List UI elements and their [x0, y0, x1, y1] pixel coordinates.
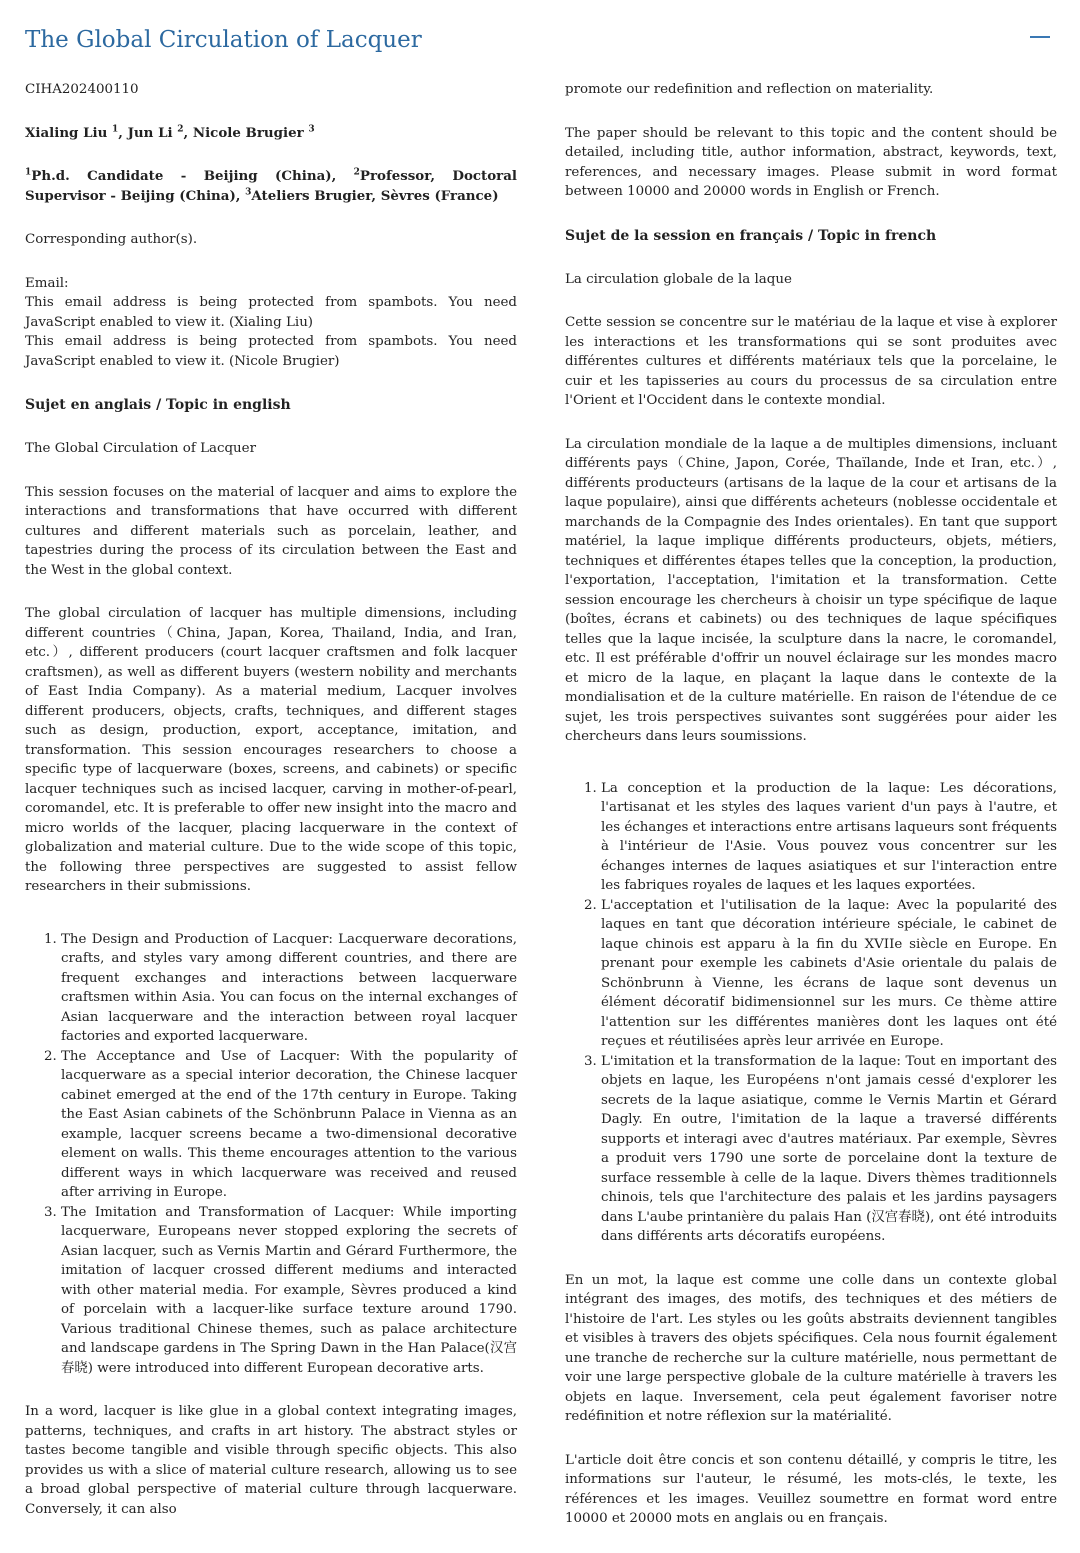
affiliations: $^1$Ph.d. Candidate - Beijing (China), $^2$Professor, Doctoral Supervisor - Beijing (China), $^3$Ateliers Brugier, Sèvres (France) — [25, 167, 517, 204]
list-item: 3. L'imitation et la transformation de la laque: Tout en important des objets en laque, les Européens n'ont jamais cessé d'explorer les secrets de la laque asiatique, comme le Vernis Martin et Gérard Dagly. En outre, l'imitation de la laque a traversé différents supports et interagi avec d'autres matériaux. Par exemple, Sèvres a produit vers 1790 une sorte de porcelaine dont la texture de surface ressemble à celle de la laque. Divers thèmes traditionnels chinois, tels que l'architecture des palais et les jardins paysagers dans L'aube printanière du palais Han (汉宫春晓), ont été introduits dans différents arts décoratifs européens. — [601, 1052, 1057, 1247]
topic-heading-english: Sujet en anglais / Topic in english — [25, 397, 291, 413]
corresponding-label: Corresponding author(s). — [25, 232, 198, 247]
paragraph: La circulation mondiale de la laque a de multiples dimensions, incluant différents pays（Chine, Japon, Corée, Thaïlande, Inde et Iran, etc.）, différents producteurs (artisans de la laque de la cour et artisans de la laque populaire), ainsi que différents acheteurs (noblesse occidentale et marchands de la Compagnie des Indes orientales). En tant que support matériel, la laque implique différents producteurs, objets, métiers, techniques et différentes étapes telles que la conception, la production, l'exportation, l'acceptation, l'imitation et la transformation. Cette session encourage les chercheurs à choisir un type spécifique de laque (boîtes, écrans et cabinets) ou des techniques de laque spécifiques telles que la laque incisée, la sculpture dans la nacre, le coromandel, etc. Il est préférable d'offrir un nouvel éclairage sur les mondes macro et micro de la laque, en plaçant la laque dans le contexte de la mondialisation et de la culture matérielle. En raison de l'étendue de ce sujet, les trois perspectives suivantes sont suggérées pour aider les chercheurs dans leurs soumissions. — [565, 436, 1057, 744]
list-item: 2. L'acceptation et l'utilisation de la laque: Avec la popularité des laques en tant que décoration intérieure spéciale, le cabinet de laque chinois est apparu à la fin du XVIIe siècle en Europe. En prenant pour exemple les cabinets d'Asie orientale du palais de Schönbrunn à Vienne, les écrans de laque sont devenus un élément décoratif bidimensionnel sur les murs. Ce thème attire l'attention sur les différentes manières dont les laques ont été reçues et réutilisées après leur arrivée en Europe. — [601, 896, 1057, 1052]
page-title: The Global Circulation of Lacquer — [25, 27, 422, 53]
email-notice: This email address is being protected from spambots. You need JavaScript enabled to view it. (Xialing Liu) — [25, 295, 517, 330]
email-label: Email: — [25, 275, 69, 291]
list-item: 3. The Imitation and Transformation of Lacquer: While importing lacquerware, Europeans never stopped exploring the secrets of Asian lacquer, such as Vernis Martin and Gérard Furthermore, the imitation of lacquer crossed different mediums and interacted with other material media. For example, Sèvres produced a kind of porcelain with a lacquer-like surface texture around 1790. Various traditional Chinese themes, such as palace architecture and landscape gardens in The Spring Dawn in the Han Palace(汉宫春晓) were introduced into different European decorative arts. — [61, 1203, 517, 1379]
right-column — [565, 80, 1057, 1553]
left-column — [25, 80, 517, 1543]
list-item: 1. La conception et la production de la laque: Les décorations, l'artisanat et les styles des laques varient d'un pays à l'autre, et les échanges et interactions entre artisans laqueurs sont fréquents à l'intérieur de l'Asie. Vous pouvez vous concentrer sur les échanges internes de laques asiatiques et sur l'interaction entre les fabriques royales de laques et les laques exportées. — [601, 779, 1057, 896]
topic-heading-french: Sujet de la session en français / Topic in french — [565, 227, 937, 244]
author-name: Jun Li — [127, 124, 173, 141]
topic-title: The Global Circulation of Lacquer — [25, 441, 256, 456]
paragraph: Cette session se concentre sur le matériau de la laque et vise à explorer les interactions et les transformations qui se sont produites avec différentes cultures et différents matériaux tels que la porcelaine, le cuir et les tapisseries au cours du processus de sa circulation entre l'Orient et l'Occident dans le contexte mondial. — [565, 315, 1057, 408]
paragraph: The global circulation of lacquer has multiple dimensions, including different countries（China, Japan, Korea, Thailand, India, and Iran, etc.）, different producers (court lacquer craftsmen and folk lacquer craftsmen), as well as different buyers (western nobility and merchants of East India Company). As a material medium, Lacquer involves different producers, objects, crafts, techniques, and different stages such as design, production, export, acceptance, imitation, and transformation. This session encourages researchers to choose a specific type of lacquerware (boxes, screens, and cabinets) or specific lacquer techniques such as incised lacquer, carving in mother-of-pearl, coromandel, etc. It is preferable to offer new insight into the macro and micro worlds of the lacquer, placing lacquerware in the context of globalization and material culture. Due to the wide scope of this topic, the following three perspectives are suggested to assist fellow researchers in their submissions. — [25, 606, 517, 894]
paragraph: This session focuses on the material of lacquer and aims to explore the interactions and transformations that have occurred with different cultures and different materials such as porcelain, leather, and tapestries during the process of its circulation between the East and the West in the global context. — [25, 484, 517, 578]
paragraph: In a word, lacquer is like glue in a global context integrating images, patterns, techniques, and crafts in art history. The abstract styles or tastes become tangible and visible through specific objects. This also provides us with a slice of material culture research, allowing us to see a broad global perspective of material culture through lacquerware. Conversely, it can also — [25, 1404, 517, 1517]
email-notice: This email address is being protected from spambots. You need JavaScript enabled to view it. (Nicole Brugier) — [25, 334, 517, 369]
paragraph: En un mot, la laque est comme une colle dans un contexte global intégrant des images, des motifs, des techniques et des métiers de l'histoire de l'art. Les styles ou les goûts abstraits deviennent tangibles et visibles à travers des objets spécifiques. Cela nous fournit également une tranche de recherche sur la culture matérielle, nous permettant de voir une large perspective globale de la culture matérielle à travers les objets en laque. Inversement, cela peut également favoriser notre redéfinition et notre réflexion sur la matérialité. — [565, 1272, 1057, 1424]
author-name: Nicole Brugier — [192, 124, 304, 141]
author-list: Xialing Liu $^1$, Jun Li $^2$, Nicole Brugier $^3$ — [25, 124, 315, 141]
author-name: Xialing Liu — [25, 124, 108, 141]
list-item: 2. The Acceptance and Use of Lacquer: With the popularity of lacquerware as a special interior decoration, the Chinese lacquer cabinet emerged at the end of the 17th century in Europe. Taking the East Asian cabinets of the Schönbrunn Palace in Vienna as an example, lacquer screens became a two-dimensional decorative element on walls. This theme encourages attention to the various different ways in which lacquerware was received and reused after arriving in Europe. — [61, 1047, 517, 1203]
topic-title: La circulation globale de la laque — [565, 271, 792, 287]
submission-code: CIHA202400110 — [25, 82, 139, 97]
list-item: 1. The Design and Production of Lacquer: Lacquerware decorations, crafts, and styles vary among different countries, and there are frequent exchanges and interactions between lacquerware craftsmen within Asia. You can focus on the internal exchanges of Asian lacquerware and the interaction between royal lacquer factories and exported lacquerware. — [61, 930, 517, 1047]
paragraph: L'article doit être concis et son contenu détaillé, y compris le titre, les informations sur l'auteur, le résumé, les mots-clés, le texte, les références et les images. Veuillez soumettre en format word entre 10000 et 20000 mots en anglais ou en français. — [565, 1452, 1057, 1526]
paragraph: promote our redefinition and reflection on materiality. — [565, 82, 934, 97]
perspectives-list — [25, 930, 517, 1379]
collapse-icon[interactable] — [1030, 36, 1050, 38]
perspectives-list — [565, 779, 1057, 1247]
paragraph: The paper should be relevant to this topic and the content should be detailed, including title, author information, abstract, keywords, text, references, and necessary images. Please submit in word format between 10000 and 20000 words in English or French. — [565, 125, 1057, 199]
